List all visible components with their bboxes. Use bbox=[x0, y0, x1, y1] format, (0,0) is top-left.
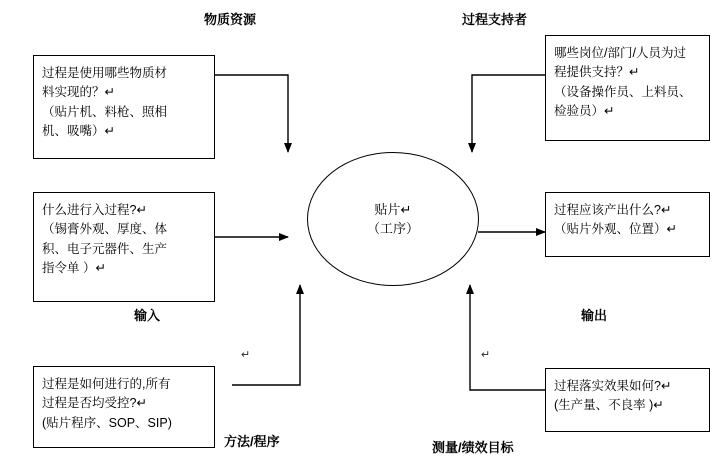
box-methods-line-3: (贴片程序、SOP、SIP) bbox=[42, 415, 172, 430]
box-material-resources-line-1: 过程是使用哪些物质材 bbox=[42, 66, 168, 80]
box-process-supporters bbox=[545, 35, 710, 141]
box-inputs-line-2: （锡膏外观、厚度、体 bbox=[42, 222, 168, 237]
box-process-supporters-line-2: 程提供支持？↵ bbox=[554, 65, 640, 80]
box-process-supporters-line-4: 检验员）↵ bbox=[554, 104, 615, 119]
label-output: 输出 bbox=[581, 308, 608, 323]
box-outputs-line-2: （贴片外观、位置）↵ bbox=[554, 222, 677, 237]
arrow-resources-to-center bbox=[215, 75, 288, 152]
label-measurement-targets: 测量/绩效目标 bbox=[432, 440, 514, 455]
box-methods-line-1: 过程是如何进行的,所有 bbox=[42, 377, 171, 391]
arrow-supporters-to-center bbox=[472, 75, 545, 152]
center-process-line-2: （工序） bbox=[366, 221, 419, 236]
box-material-resources-line-3: （贴片机、料枪、照相 bbox=[42, 104, 168, 119]
box-inputs bbox=[33, 192, 215, 302]
box-process-supporters-line-1: 哪些岗位/部门/人员为过 bbox=[554, 46, 686, 60]
box-measures bbox=[545, 368, 710, 432]
box-inputs-line-3: 积、电子元器件、生产 bbox=[42, 241, 168, 256]
label-material-resources: 物质资源 bbox=[204, 12, 257, 27]
stray-mark-right: ↵ bbox=[481, 349, 491, 361]
box-inputs-line-4: 指令单 ）↵ bbox=[42, 261, 106, 276]
box-methods bbox=[33, 366, 215, 448]
box-material-resources-line-4: 机、吸嘴）↵ bbox=[42, 124, 115, 139]
arrow-measures-to-center bbox=[470, 285, 545, 390]
box-outputs bbox=[545, 192, 710, 257]
label-method-procedure: 方法/程序 bbox=[224, 434, 280, 449]
box-material-resources-line-2: 料实现的？↵ bbox=[42, 85, 115, 100]
box-measures-line-2: (生产量、不良率 )↵ bbox=[554, 398, 664, 413]
label-input: 输入 bbox=[134, 308, 161, 323]
box-process-supporters-line-3: （设备操作员、上料员、 bbox=[554, 84, 692, 99]
stray-mark-left: ↵ bbox=[241, 349, 251, 361]
label-process-supporters: 过程支持者 bbox=[462, 12, 528, 27]
center-process-ellipse bbox=[307, 152, 479, 286]
box-outputs-line-1: 过程应该产出什么?↵ bbox=[554, 203, 672, 217]
center-process-line-1: 贴片↵ bbox=[374, 201, 412, 217]
box-measures-line-1: 过程落实效果如何?↵ bbox=[554, 379, 672, 393]
box-methods-line-2: 过程是否均受控?↵ bbox=[42, 396, 147, 411]
box-material-resources bbox=[33, 55, 215, 159]
box-inputs-line-1: 什么进行入过程?↵ bbox=[42, 203, 147, 217]
arrow-methods-to-center bbox=[232, 285, 300, 385]
